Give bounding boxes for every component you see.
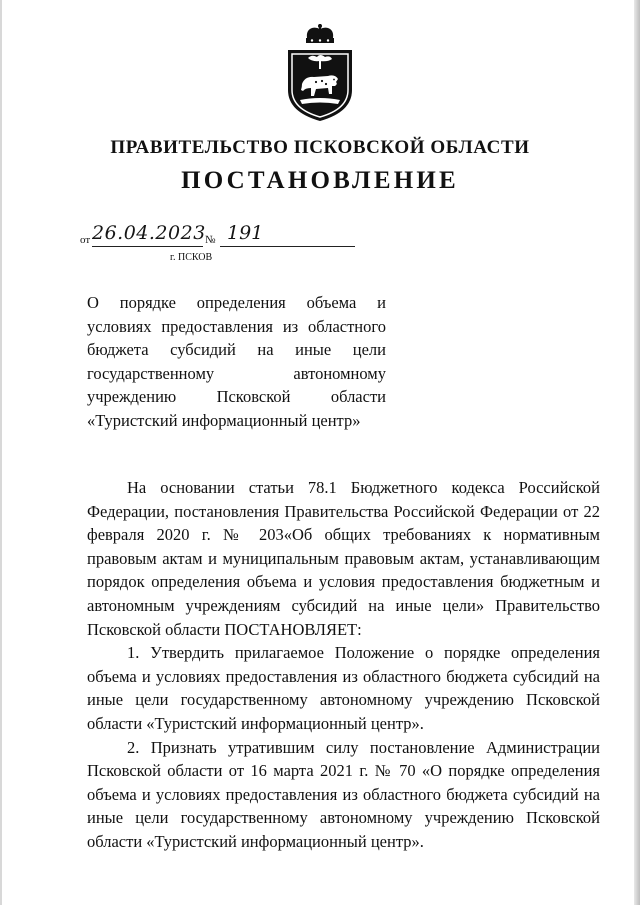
preamble-paragraph: На основании статьи 78.1 Бюджетного кодекса Российской Федерации, постановления Правительства Российской Федерации от 22 февраля 2020 г. № 203«Об общих требованиях к нормативным правовым актам и муниципальным правовым актам, устанавливающим порядок определения объема и условия предоставления бюджетным и автономным учреждениям субсидий на иные цели» Правительство Псковской области ПОСТАНОВЛЯЕТ:	[87, 478, 600, 639]
date-underline	[92, 246, 203, 247]
handwritten-number: 191	[227, 222, 264, 244]
document-body	[87, 476, 600, 854]
number-underline	[220, 246, 355, 247]
date-number-line	[80, 222, 280, 246]
city-label: г. ПСКОВ	[170, 252, 213, 263]
document-subject: О порядке определения объема и условиях предоставления из областного бюджета субсидий на иные цели государственному автономному учреждению Псковской области «Туристский информационный центр»	[87, 293, 386, 430]
scan-edge-right	[634, 0, 640, 905]
number-label: №	[205, 234, 216, 246]
scan-edge-left	[0, 0, 2, 905]
clause-2-paragraph: 2. Признать утратившим силу постановление Администрации Псковской области от 16 марта 2021 г. № 70 «О порядке определения объема и условиях предоставления из областного бюджета субсидий на иные цели государственному автономному учреждению Псковской области «Туристский информационный центр».	[87, 737, 600, 851]
handwritten-date: 26.04.2023	[92, 222, 206, 244]
from-label: от	[80, 234, 91, 246]
government-name: ПРАВИТЕЛЬСТВО ПСКОВСКОЙ ОБЛАСТИ	[110, 137, 530, 158]
clause-1-paragraph: 1. Утвердить прилагаемое Положение о порядке определения объема и условиях предоставления из областного бюджета субсидий на иные цели государственному автономному учреждению Псковской области «Туристский информационный центр».	[87, 643, 600, 733]
document-type-heading: ПОСТАНОВЛЕНИЕ	[181, 167, 459, 194]
coat-of-arms-icon	[272, 24, 368, 124]
